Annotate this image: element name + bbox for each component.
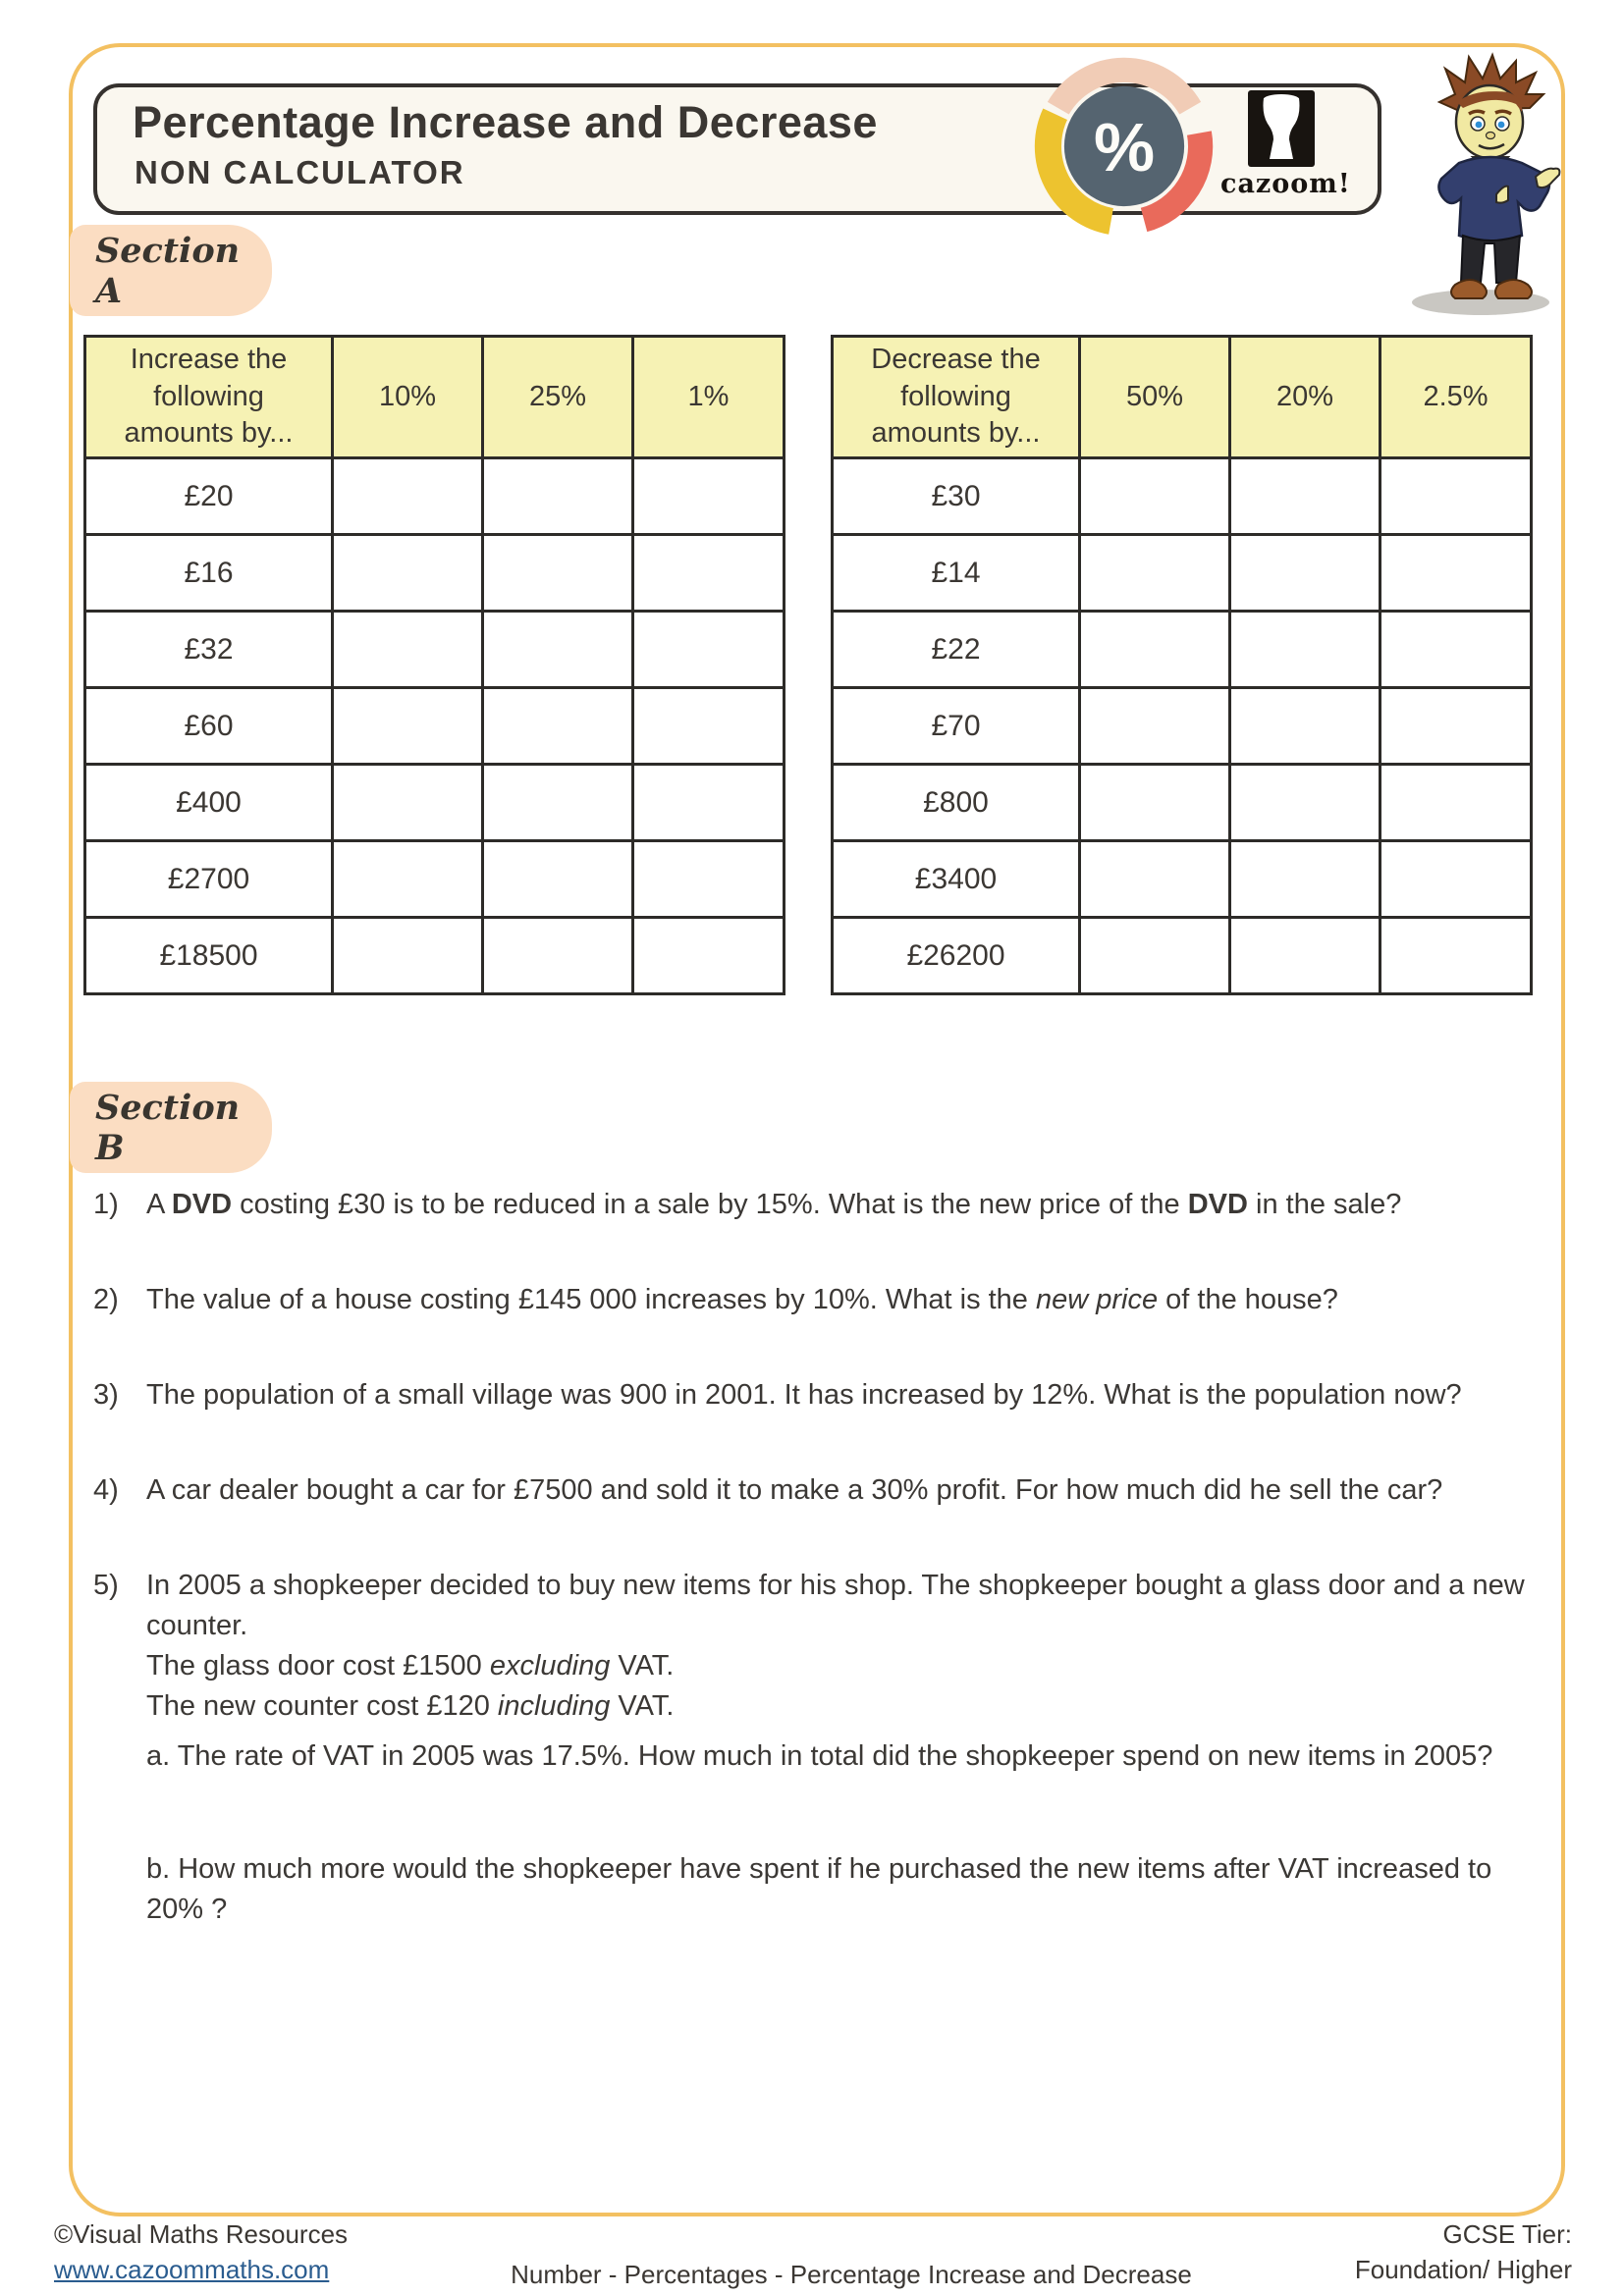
tier-label: GCSE Tier: <box>1442 2219 1572 2249</box>
question-text: In 2005 a shopkeeper decided to buy new items for his shop. The shopkeeper bought a glass door and a new counter. The glass door cost £1500 excluding VAT. The new counter cost £120 including VAT. a. The rate of VAT in 2005 was 17.5%. How much in total did the shopkeeper spend on new items in 2005? b. How much more would the shopkeeper have spent if he purchased the new items after VAT increased to 20% ? <box>146 1566 1550 1930</box>
table-row <box>833 535 1532 612</box>
answer-cell <box>483 918 633 994</box>
footer <box>54 2216 1572 2290</box>
question-4 <box>93 1470 1550 1511</box>
question-3 <box>93 1375 1550 1415</box>
increase-table-header-row <box>85 337 785 458</box>
amount-label: £32 <box>85 612 333 688</box>
answer-cell <box>1380 841 1532 918</box>
answer-cell <box>633 688 785 765</box>
answer-cell <box>633 765 785 841</box>
table-row <box>833 765 1532 841</box>
answer-cell <box>1380 765 1532 841</box>
amount-label: £20 <box>85 458 333 535</box>
question-list <box>93 1185 1550 1985</box>
table-row <box>85 841 785 918</box>
answer-cell <box>1080 918 1230 994</box>
amount-label: £60 <box>85 688 333 765</box>
amount-label: £800 <box>833 765 1080 841</box>
answer-cell <box>483 688 633 765</box>
question-text: The value of a house costing £145 000 increases by 10%. What is the new price of the house? <box>146 1284 1338 1315</box>
cazoom-drum-icon <box>1248 90 1315 167</box>
answer-cell <box>483 535 633 612</box>
amount-label: £16 <box>85 535 333 612</box>
answer-cell <box>1080 535 1230 612</box>
answer-cell <box>1230 841 1380 918</box>
amount-label: £400 <box>85 765 333 841</box>
page-subtitle: NON CALCULATOR <box>135 154 465 190</box>
section-a-label <box>70 225 272 316</box>
answer-cell <box>1380 918 1532 994</box>
answer-cell <box>1230 612 1380 688</box>
decrease-table <box>831 335 1533 995</box>
answer-cell <box>1080 688 1230 765</box>
question-number: 5) <box>93 1570 119 1601</box>
question-5a: a. The rate of VAT in 2005 was 17.5%. How much in total did the shopkeeper spend on new items in 2005? <box>146 1740 1493 1772</box>
question-text: A DVD costing £30 is to be reduced in a sale by 15%. What is the new price of the DVD in the sale? <box>146 1189 1402 1220</box>
question-5 <box>93 1566 1550 1930</box>
question-text: The population of a small village was 900 in 2001. It has increased by 12%. What is the population now? <box>146 1379 1462 1411</box>
answer-cell <box>1380 688 1532 765</box>
decrease-table-header-row <box>833 337 1532 458</box>
answer-cell <box>333 458 483 535</box>
amount-label: £18500 <box>85 918 333 994</box>
table-row <box>85 918 785 994</box>
table-row <box>833 612 1532 688</box>
table-row <box>85 535 785 612</box>
percent-symbol: % <box>1093 109 1156 187</box>
answer-cell <box>333 765 483 841</box>
answer-cell <box>633 612 785 688</box>
footer-tier-block <box>1355 2216 1572 2287</box>
cazoommaths-link[interactable]: www.cazoommaths.com <box>54 2255 330 2284</box>
decrease-col-20: 20% <box>1230 337 1380 458</box>
answer-cell <box>1080 458 1230 535</box>
cazoom-logo-text: cazoom! <box>1220 169 1351 199</box>
table-row <box>833 918 1532 994</box>
question-number: 4) <box>93 1474 119 1506</box>
increase-col-25: 25% <box>483 337 633 458</box>
table-row <box>85 458 785 535</box>
cazoom-logo <box>1220 90 1351 199</box>
decrease-col-2-5: 2.5% <box>1380 337 1532 458</box>
answer-cell <box>1230 535 1380 612</box>
answer-cell <box>483 612 633 688</box>
increase-table <box>83 335 785 995</box>
question-5b: b. How much more would the shopkeeper have spent if he purchased the new items after VAT increased to 20% ? <box>146 1853 1492 1925</box>
footer-topic-text: Number - Percentages - Percentage Increase and Decrease <box>511 2260 1192 2289</box>
answer-cell <box>333 918 483 994</box>
table-row <box>85 688 785 765</box>
question-number: 2) <box>93 1284 119 1315</box>
table-row <box>85 765 785 841</box>
page-title: Percentage Increase and Decrease <box>133 97 878 147</box>
amount-label: £14 <box>833 535 1080 612</box>
answer-cell <box>1230 458 1380 535</box>
amount-label: £30 <box>833 458 1080 535</box>
answer-cell <box>633 458 785 535</box>
answer-cell <box>483 841 633 918</box>
table-row <box>833 841 1532 918</box>
answer-cell <box>1380 458 1532 535</box>
percent-donut-icon <box>1029 51 1219 241</box>
decrease-col-50: 50% <box>1080 337 1230 458</box>
question-2 <box>93 1280 1550 1320</box>
answer-cell <box>1080 765 1230 841</box>
answer-cell <box>333 535 483 612</box>
increase-col-10: 10% <box>333 337 483 458</box>
table-row <box>833 688 1532 765</box>
section-b-label <box>70 1082 272 1173</box>
question-number: 3) <box>93 1379 119 1411</box>
table-row <box>85 612 785 688</box>
amount-label: £22 <box>833 612 1080 688</box>
answer-cell <box>633 841 785 918</box>
amount-label: £26200 <box>833 918 1080 994</box>
decrease-table-title: Decrease the following amounts by... <box>833 337 1080 458</box>
answer-cell <box>633 918 785 994</box>
answer-cell <box>1230 688 1380 765</box>
amount-label: £70 <box>833 688 1080 765</box>
increase-table-title: Increase the following amounts by... <box>85 337 333 458</box>
answer-cell <box>633 535 785 612</box>
copyright-text: ©Visual Maths Resources <box>54 2219 349 2249</box>
answer-cell <box>1230 765 1380 841</box>
question-text: A car dealer bought a car for £7500 and sold it to make a 30% profit. For how much did he sell the car? <box>146 1474 1443 1506</box>
answer-cell <box>333 841 483 918</box>
answer-cell <box>1380 612 1532 688</box>
question-number: 1) <box>93 1189 119 1220</box>
answer-cell <box>483 765 633 841</box>
tier-value: Foundation/ Higher <box>1354 2255 1572 2284</box>
table-row <box>833 458 1532 535</box>
answer-cell <box>333 612 483 688</box>
mascot-boy-illustration <box>1398 51 1581 322</box>
amount-label: £2700 <box>85 841 333 918</box>
answer-cell <box>333 688 483 765</box>
footer-copyright-block <box>54 2216 348 2287</box>
answer-cell <box>1230 918 1380 994</box>
answer-cell <box>1380 535 1532 612</box>
answer-cell <box>1080 612 1230 688</box>
question-1 <box>93 1185 1550 1225</box>
answer-cell <box>483 458 633 535</box>
increase-col-1: 1% <box>633 337 785 458</box>
answer-cell <box>1080 841 1230 918</box>
amount-label: £3400 <box>833 841 1080 918</box>
section-b-label-text: Section B <box>95 1087 241 1168</box>
section-a-label-text: Section A <box>95 230 241 311</box>
